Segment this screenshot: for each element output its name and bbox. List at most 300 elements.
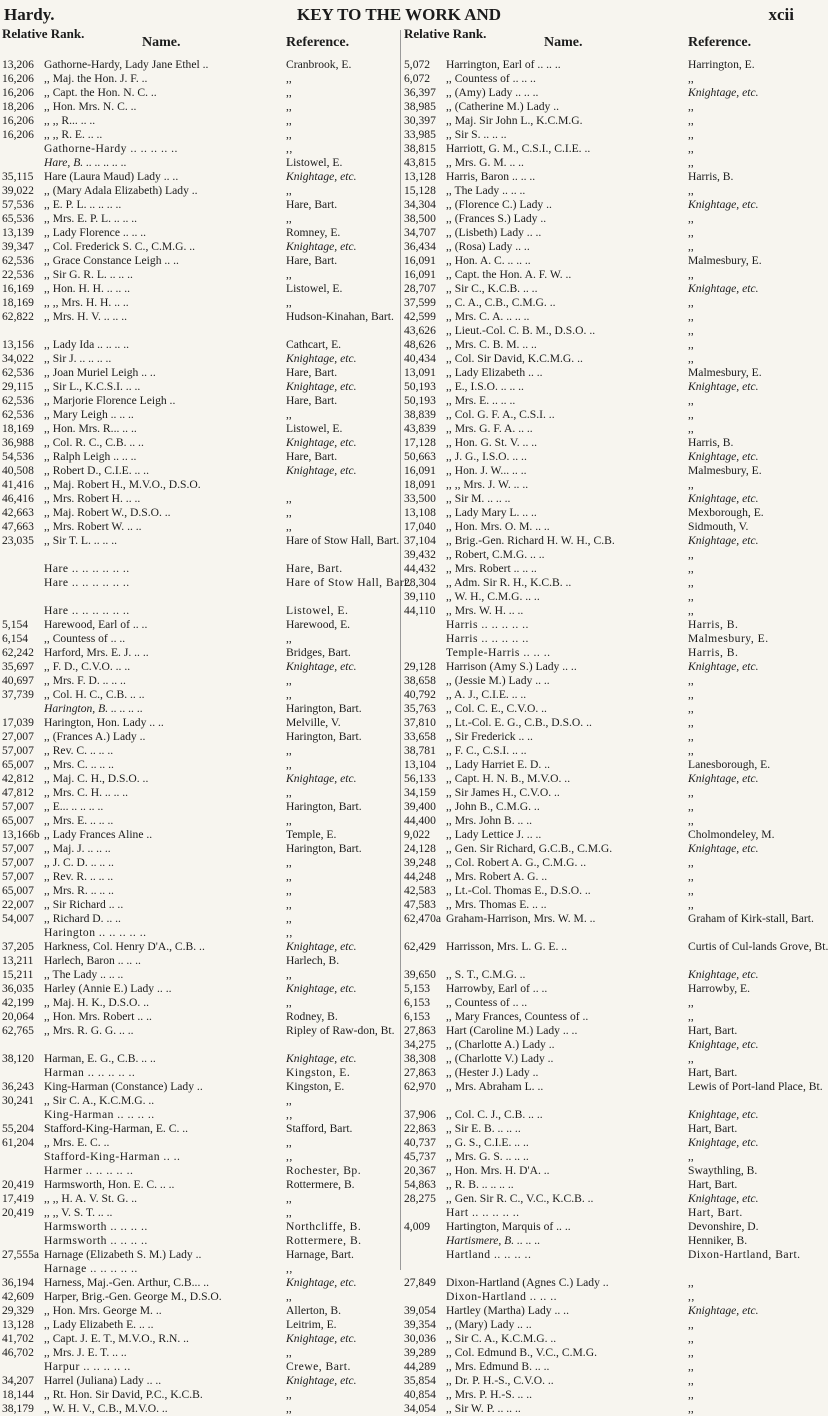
index-entry (2, 422, 396, 436)
entry-name: ,, Lady Frances Aline .. (44, 828, 153, 841)
index-entry (404, 394, 798, 408)
index-entry (404, 520, 798, 534)
index-entry (2, 842, 396, 856)
entry-name: ,, Mrs. Robert W. .. .. (44, 520, 142, 533)
entry-name: ,, Sir G. R. L. .. .. .. (44, 268, 133, 281)
entry-reference: ,, (286, 926, 293, 939)
index-entry (2, 464, 396, 478)
entry-name: ,, (Amy) Lady .. .. .. (446, 86, 539, 99)
index-entry (404, 646, 798, 660)
entry-name: ,, Countess of .. .. (44, 632, 126, 645)
index-entry (404, 786, 798, 800)
entry-name: ,, Mrs. W. H. .. .. (446, 604, 524, 617)
entry-name: ,, Hon. Mrs. Robert .. .. (44, 1010, 152, 1023)
entry-name: Gathorne-Hardy .. .. .. .. .. (44, 142, 178, 155)
relative-rank: 47,812 (2, 786, 34, 799)
index-entry (2, 618, 396, 632)
relative-rank: 38,985 (404, 100, 436, 113)
entry-reference: Henniker, B. (688, 1234, 748, 1247)
right-column (404, 26, 828, 1415)
entry-reference: Knightage, etc. (688, 1038, 759, 1051)
index-entry (2, 1010, 396, 1024)
entry-name: ,, (Hester J.) Lady .. (446, 1066, 539, 1079)
entry-reference: ,, (688, 674, 694, 687)
entry-reference: Knightage, etc. (688, 1304, 759, 1317)
entry-name: ,, Hon. H. H. .. .. .. (44, 282, 130, 295)
entry-reference: ,, (286, 898, 292, 911)
entry-reference: ,, (688, 1374, 694, 1387)
index-entry (404, 940, 828, 954)
entry-name: ,, (Catherine M.) Lady .. (446, 100, 560, 113)
page-number: xcii (768, 5, 794, 24)
entry-name: ,, Mrs. R. G. G. .. .. (44, 1024, 134, 1037)
entry-name: Harington .. .. .. .. .. (44, 926, 147, 939)
entry-reference: Lanesborough, E. (688, 758, 771, 771)
entry-reference: Harris, B. (688, 618, 739, 631)
relative-rank: 40,508 (2, 464, 34, 477)
relative-rank: 34,707 (404, 226, 436, 239)
entry-reference: ,, (286, 1388, 292, 1401)
index-entry (404, 744, 798, 758)
entry-reference: Hare, Bart. (286, 198, 338, 211)
entry-name: Harnage .. .. .. .. .. (44, 1262, 138, 1275)
index-entry (2, 674, 396, 688)
index-entry (404, 1248, 801, 1262)
relative-rank: 20,419 (2, 1206, 34, 1219)
entry-name: ,, Sir Richard .. .. (44, 898, 124, 911)
entry-name: ,, F. C., C.S.I. .. .. (446, 744, 527, 757)
entry-name: Hare (Laura Maud) Lady .. .. (44, 170, 179, 183)
index-entry (404, 730, 798, 744)
entry-name: ,, Col. Edmund B., V.C., C.M.G. (446, 1346, 597, 1359)
entry-reference: Harrington, E. (688, 58, 755, 71)
index-entry (404, 1024, 798, 1038)
entry-reference: ,, (286, 786, 292, 799)
entry-name: ,, (Lisbeth) Lady .. .. (446, 226, 542, 239)
entry-name: Harness, Maj.-Gen. Arthur, C.B... .. (44, 1276, 210, 1289)
index-entry (2, 184, 396, 198)
index-entry (2, 1220, 396, 1234)
entry-reference: Knightage, etc. (286, 1052, 357, 1065)
entry-name: ,, The Lady .. .. .. (446, 184, 526, 197)
relative-rank: 18,169 (2, 296, 34, 309)
entry-reference: ,, (286, 744, 292, 757)
relative-rank: 6,072 (404, 72, 431, 85)
relative-rank: 54,863 (404, 1178, 436, 1191)
relative-rank: 35,763 (404, 702, 436, 715)
entry-reference: ,, (286, 100, 292, 113)
entry-name: ,, Hon. Mrs. George M. .. (44, 1304, 162, 1317)
index-entry (2, 478, 396, 492)
entry-name: Harriott, G. M., C.S.I., C.I.E. .. (446, 142, 591, 155)
entry-reference: Rodney, B. (286, 1010, 338, 1023)
entry-name: ,, ,, V. S. T. .. .. (44, 1206, 113, 1219)
index-entry (404, 688, 798, 702)
index-entry (404, 282, 798, 296)
index-entry (2, 870, 396, 884)
relative-rank: 13,211 (2, 954, 34, 967)
relative-rank: 17,128 (404, 436, 436, 449)
entry-reference: Swaythling, B. (688, 1164, 758, 1177)
entry-name: Hartley (Martha) Lady .. .. (446, 1304, 569, 1317)
entry-name: ,, ,, H. A. V. St. G. .. (44, 1192, 137, 1205)
entry-reference: ,, (688, 730, 694, 743)
index-entry (404, 870, 798, 884)
entry-name: ,, Hon. Mrs. H. D'A. .. (446, 1164, 550, 1177)
entry-reference: ,, (286, 408, 292, 421)
entry-reference: Knightage, etc. (286, 464, 357, 477)
reference-heading: Reference. (688, 35, 752, 50)
entry-name: ,, Mrs. Robert H. .. .. (44, 492, 141, 505)
relative-rank: 62,429 (404, 940, 436, 953)
entry-reference: ,, (688, 814, 694, 827)
index-entry (2, 1164, 396, 1178)
index-entry (404, 1136, 798, 1150)
entry-reference: ,, (286, 1206, 292, 1219)
relative-rank: 65,007 (2, 884, 34, 897)
entry-name: Hart (Caroline M.) Lady .. .. (446, 1024, 578, 1037)
entry-name: ,, Mrs. Robert .. .. .. (446, 562, 537, 575)
entry-reference: ,, (286, 128, 292, 141)
entry-reference: Knightage, etc. (688, 282, 759, 295)
relative-rank: 6,153 (404, 1010, 431, 1023)
index-entry (2, 1332, 396, 1346)
index-entry (404, 1192, 798, 1206)
entry-reference: ,, (286, 1094, 292, 1107)
entry-reference: ,, (688, 324, 694, 337)
entry-name: ,, W. H. V., C.B., M.V.O. .. (44, 1402, 168, 1415)
relative-rank: 38,815 (404, 142, 436, 155)
entry-reference: ,, (286, 1192, 292, 1205)
entry-reference: ,, (688, 268, 694, 281)
entry-name: Hare .. .. .. .. .. .. (44, 604, 130, 617)
entry-reference: Hart, Bart. (688, 1122, 738, 1135)
index-entry (404, 898, 798, 912)
entry-reference: ,, (286, 632, 292, 645)
relative-rank: 28,707 (404, 282, 436, 295)
index-entry (2, 730, 396, 744)
entry-reference: ,, (688, 744, 694, 757)
index-entry (2, 198, 396, 212)
index-entry (404, 814, 798, 828)
relative-rank: 33,985 (404, 128, 436, 141)
entry-reference: ,, (286, 1150, 293, 1163)
index-entry (404, 114, 798, 128)
entry-name: Stafford-King-Harman .. .. (44, 1150, 181, 1163)
relative-rank: 9,022 (404, 828, 431, 841)
relative-rank: 50,663 (404, 450, 436, 463)
index-entry (404, 842, 798, 856)
index-entry (404, 758, 798, 772)
entry-reference: ,, (688, 1332, 694, 1345)
relative-rank: 39,022 (2, 184, 34, 197)
entry-name: ,, Sir J. .. .. .. .. (44, 352, 112, 365)
entry-reference: ,, (688, 562, 694, 575)
entry-name: Harlech, Baron .. .. .. (44, 954, 141, 967)
entry-name: ,, Lieut.-Col. C. B. M., D.S.O. .. (446, 324, 596, 337)
entry-name: Harington, B. .. .. .. .. (44, 702, 143, 715)
index-entry (404, 492, 798, 506)
entry-reference: ,, (688, 296, 694, 309)
entry-reference: ,, (688, 786, 694, 799)
entry-name: ,, Mrs. H. V. .. .. .. (44, 310, 127, 323)
index-entry (2, 506, 396, 520)
relative-rank: 38,839 (404, 408, 436, 421)
entry-reference: ,, (286, 688, 292, 701)
entry-name: ,, Hon. A. C. .. .. .. (446, 254, 531, 267)
entry-name: ,, Maj. Sir John L., K.C.M.G. (446, 114, 583, 127)
entry-name: ,, The Lady .. .. .. (44, 968, 124, 981)
entry-reference: Listowel, E. (286, 604, 349, 617)
entry-name: ,, Maj. the Hon. J. F. .. (44, 72, 148, 85)
relative-rank: 30,036 (404, 1332, 436, 1345)
index-entry (2, 1318, 396, 1332)
relative-rank: 62,536 (2, 366, 34, 379)
entry-name: ,, Sir T. L. .. .. .. (44, 534, 117, 547)
entry-reference: ,, (688, 898, 694, 911)
entry-name: ,, Hon. G. St. V. .. .. (446, 436, 538, 449)
entry-reference: Knightage, etc. (286, 940, 357, 953)
index-entry (2, 1206, 396, 1220)
entry-name: ,, Mrs. C. B. M. .. .. (446, 338, 537, 351)
index-entry (404, 1304, 798, 1318)
entry-name: ,, ,, R... .. .. (44, 114, 96, 127)
entry-name: Harmsworth .. .. .. .. (44, 1220, 148, 1233)
index-entry (2, 646, 396, 660)
entry-name: ,, Hon. Mrs. R... .. .. (44, 422, 137, 435)
relative-rank: 38,658 (404, 674, 436, 687)
relative-rank: 62,822 (2, 310, 34, 323)
entry-reference: ,, (688, 72, 694, 85)
entry-name: Temple-Harris .. .. .. (446, 646, 551, 659)
entry-name: ,, Lt.-Col. E. G., C.B., D.S.O. .. (446, 716, 592, 729)
relative-rank: 13,206 (2, 58, 34, 71)
relative-rank: 5,154 (2, 618, 29, 631)
entry-reference: ,, (286, 506, 292, 519)
index-entry (2, 1038, 396, 1052)
index-entry (404, 982, 798, 996)
entry-reference: ,, (286, 856, 292, 869)
entry-reference: Knightage, etc. (688, 450, 759, 463)
index-entry (2, 408, 396, 422)
relative-rank: 16,091 (404, 464, 436, 477)
index-entry (2, 450, 396, 464)
entry-name: ,, Hon. Mrs. N. C. .. (44, 100, 137, 113)
entry-reference: ,, (286, 968, 292, 981)
entry-reference: Malmesbury, E. (688, 464, 762, 477)
index-entry (2, 1066, 396, 1080)
index-entry (404, 226, 798, 240)
entry-reference: Dixon-Hartland, Bart. (688, 1248, 801, 1261)
relative-rank: 30,241 (2, 1094, 34, 1107)
entry-name: ,, Countess of .. .. .. (446, 72, 536, 85)
entry-name: Harington, Hon. Lady .. .. (44, 716, 164, 729)
entry-name: Dixon-Hartland .. .. .. (446, 1290, 557, 1303)
entry-reference: Harewood, E. (286, 618, 351, 631)
header-center: KEY TO THE WORK AND (296, 5, 502, 24)
entry-reference: ,, (688, 604, 694, 617)
relative-rank: 39,400 (404, 800, 436, 813)
relative-rank: 13,156 (2, 338, 34, 351)
index-entry (404, 338, 798, 352)
entry-name: ,, Maj. H. K., D.S.O. .. (44, 996, 149, 1009)
entry-name: ,, (Frances A.) Lady .. (44, 730, 146, 743)
entry-name: ,, Mrs. Robert A. G. .. (446, 870, 548, 883)
entry-reference: Kingston, E. (286, 1066, 351, 1079)
relative-rank: 47,663 (2, 520, 34, 533)
index-entry (404, 254, 798, 268)
entry-reference: Knightage, etc. (286, 1374, 357, 1387)
relative-rank: 43,626 (404, 324, 436, 337)
entry-name: ,, Marjorie Florence Leigh .. (44, 394, 176, 407)
index-entry (2, 604, 396, 618)
entry-reference: ,, (688, 1290, 695, 1303)
entry-name: ,, Mrs. G. F. A. .. .. (446, 422, 533, 435)
entry-reference: Temple, E. (286, 828, 337, 841)
entry-name: Harper, Brig.-Gen. George M., D.S.O. (44, 1290, 222, 1303)
relative-rank: 37,810 (404, 716, 436, 729)
index-entry (404, 156, 798, 170)
rank-heading: Relative Rank. (2, 26, 85, 41)
relative-rank: 22,007 (2, 898, 34, 911)
entry-reference: Knightage, etc. (688, 492, 759, 505)
entry-reference: ,, (286, 1290, 292, 1303)
entry-name: ,, Mrs. G. S. .. .. .. (446, 1150, 529, 1163)
entry-reference: Harris, B. (688, 646, 739, 659)
entry-reference: ,, (688, 114, 694, 127)
index-entry (404, 604, 798, 618)
entry-reference: Knightage, etc. (286, 982, 357, 995)
index-entry (404, 408, 798, 422)
entry-name: ,, Capt. J. E. T., M.V.O., R.N. .. (44, 1332, 189, 1345)
relative-rank: 13,139 (2, 226, 34, 239)
index-entry (2, 1374, 396, 1388)
relative-rank: 45,737 (404, 1150, 436, 1163)
relative-rank: 13,091 (404, 366, 436, 379)
entry-reference: ,, (688, 800, 694, 813)
left-column-heading (2, 28, 396, 58)
index-entry (404, 422, 798, 436)
entry-name: ,, Lady Elizabeth .. .. (446, 366, 543, 379)
entry-name: ,, Brig.-Gen. Richard H. W. H., C.B. (446, 534, 615, 547)
relative-rank: 17,419 (2, 1192, 34, 1205)
index-entry (2, 744, 396, 758)
index-entry (2, 338, 396, 352)
entry-name: ,, (Rosa) Lady .. .. (446, 240, 530, 253)
relative-rank: 38,308 (404, 1052, 436, 1065)
entry-reference: ,, (286, 1262, 293, 1275)
index-entry (2, 856, 396, 870)
entry-name: ,, Grace Constance Leigh .. .. (44, 254, 179, 267)
entry-reference: Hare, Bart. (286, 562, 343, 575)
relative-rank: 27,849 (404, 1276, 436, 1289)
index-entry (2, 716, 396, 730)
index-entry (2, 436, 396, 450)
entry-name: ,, Mrs. E. C. .. (44, 1136, 110, 1149)
index-entry (404, 1080, 823, 1094)
entry-name: ,, Lt.-Col. Thomas E., D.S.O. .. (446, 884, 591, 897)
index-entry (2, 954, 396, 968)
relative-rank: 35,697 (2, 660, 34, 673)
index-entry (2, 562, 396, 576)
entry-name: ,, Sir E. B. .. .. .. (446, 1122, 521, 1135)
entry-name: ,, Maj. Robert H., M.V.O., D.S.O. (44, 478, 201, 491)
relative-rank: 5,153 (404, 982, 431, 995)
index-entry (404, 86, 798, 100)
entry-name: Hare .. .. .. .. .. .. (44, 562, 130, 575)
entry-reference: Devonshire, D. (688, 1220, 759, 1233)
entry-reference: ,, (688, 184, 694, 197)
entry-reference: Graham of Kirk-stall, Bart. (688, 912, 814, 925)
relative-rank: 62,470a (404, 912, 442, 925)
entry-name: ,, Col. G. F. A., C.S.I. .. (446, 408, 555, 421)
entry-name: Harman .. .. .. .. .. (44, 1066, 136, 1079)
relative-rank: 38,179 (2, 1402, 34, 1415)
entry-name: Harmsworth, Hon. E. C. .. .. (44, 1178, 175, 1191)
entry-reference: Knightage, etc. (688, 1108, 759, 1121)
relative-rank: 39,248 (404, 856, 436, 869)
entry-name: ,, Mary Frances, Countess of .. (446, 1010, 589, 1023)
index-entry (404, 632, 798, 646)
relative-rank: 37,739 (2, 688, 34, 701)
relative-rank: 50,193 (404, 380, 436, 393)
index-entry (2, 1192, 396, 1206)
index-entry (2, 534, 400, 548)
relative-rank: 6,153 (404, 996, 431, 1009)
relative-rank: 47,583 (404, 898, 436, 911)
entry-reference: Romney, E. (286, 226, 341, 239)
entry-name: Hartismere, B. .. .. .. (446, 1234, 541, 1247)
relative-rank: 42,199 (2, 996, 34, 1009)
entry-name: ,, Sir L., K.C.S.I. .. .. (44, 380, 141, 393)
entry-name: ,, F. D., C.V.O. .. .. (44, 660, 131, 673)
index-entry (2, 912, 396, 926)
index-entry (404, 828, 798, 842)
entry-reference: ,, (286, 142, 293, 155)
relative-rank: 30,397 (404, 114, 436, 127)
entry-reference: ,, (688, 870, 694, 883)
entry-name: ,, Sir James H., C.V.O. .. (446, 786, 560, 799)
entry-reference: Knightage, etc. (688, 86, 759, 99)
left-column (2, 26, 412, 1415)
index-entry (404, 1206, 798, 1220)
index-entry (2, 394, 396, 408)
entry-name: ,, Mrs. G. M. .. .. (446, 156, 524, 169)
entry-reference: Cranbrook, E. (286, 58, 352, 71)
entry-name: ,, C. A., C.B., C.M.G. .. (446, 296, 556, 309)
entry-name: ,, Mrs. E. P. L. .. .. .. (44, 212, 138, 225)
rank-heading: Relative Rank. (404, 26, 487, 41)
index-entry (2, 968, 396, 982)
relative-rank: 44,289 (404, 1360, 436, 1373)
relative-rank: 33,500 (404, 492, 436, 505)
index-entry (404, 184, 798, 198)
relative-rank: 62,536 (2, 254, 34, 267)
index-entry (2, 996, 396, 1010)
entry-name: Harley (Annie E.) Lady .. .. (44, 982, 172, 995)
index-entry (404, 926, 798, 940)
relative-rank: 16,169 (2, 282, 34, 295)
index-entry (2, 226, 396, 240)
entry-reference: ,, (688, 1360, 694, 1373)
entry-name: ,, Lady Ida .. .. .. .. (44, 338, 130, 351)
entry-reference: Knightage, etc. (286, 380, 357, 393)
index-entry (404, 436, 798, 450)
entry-reference: ,, (688, 702, 694, 715)
entry-reference: ,, (286, 72, 292, 85)
index-entry (2, 492, 396, 506)
entry-reference: Allerton, B. (286, 1304, 342, 1317)
